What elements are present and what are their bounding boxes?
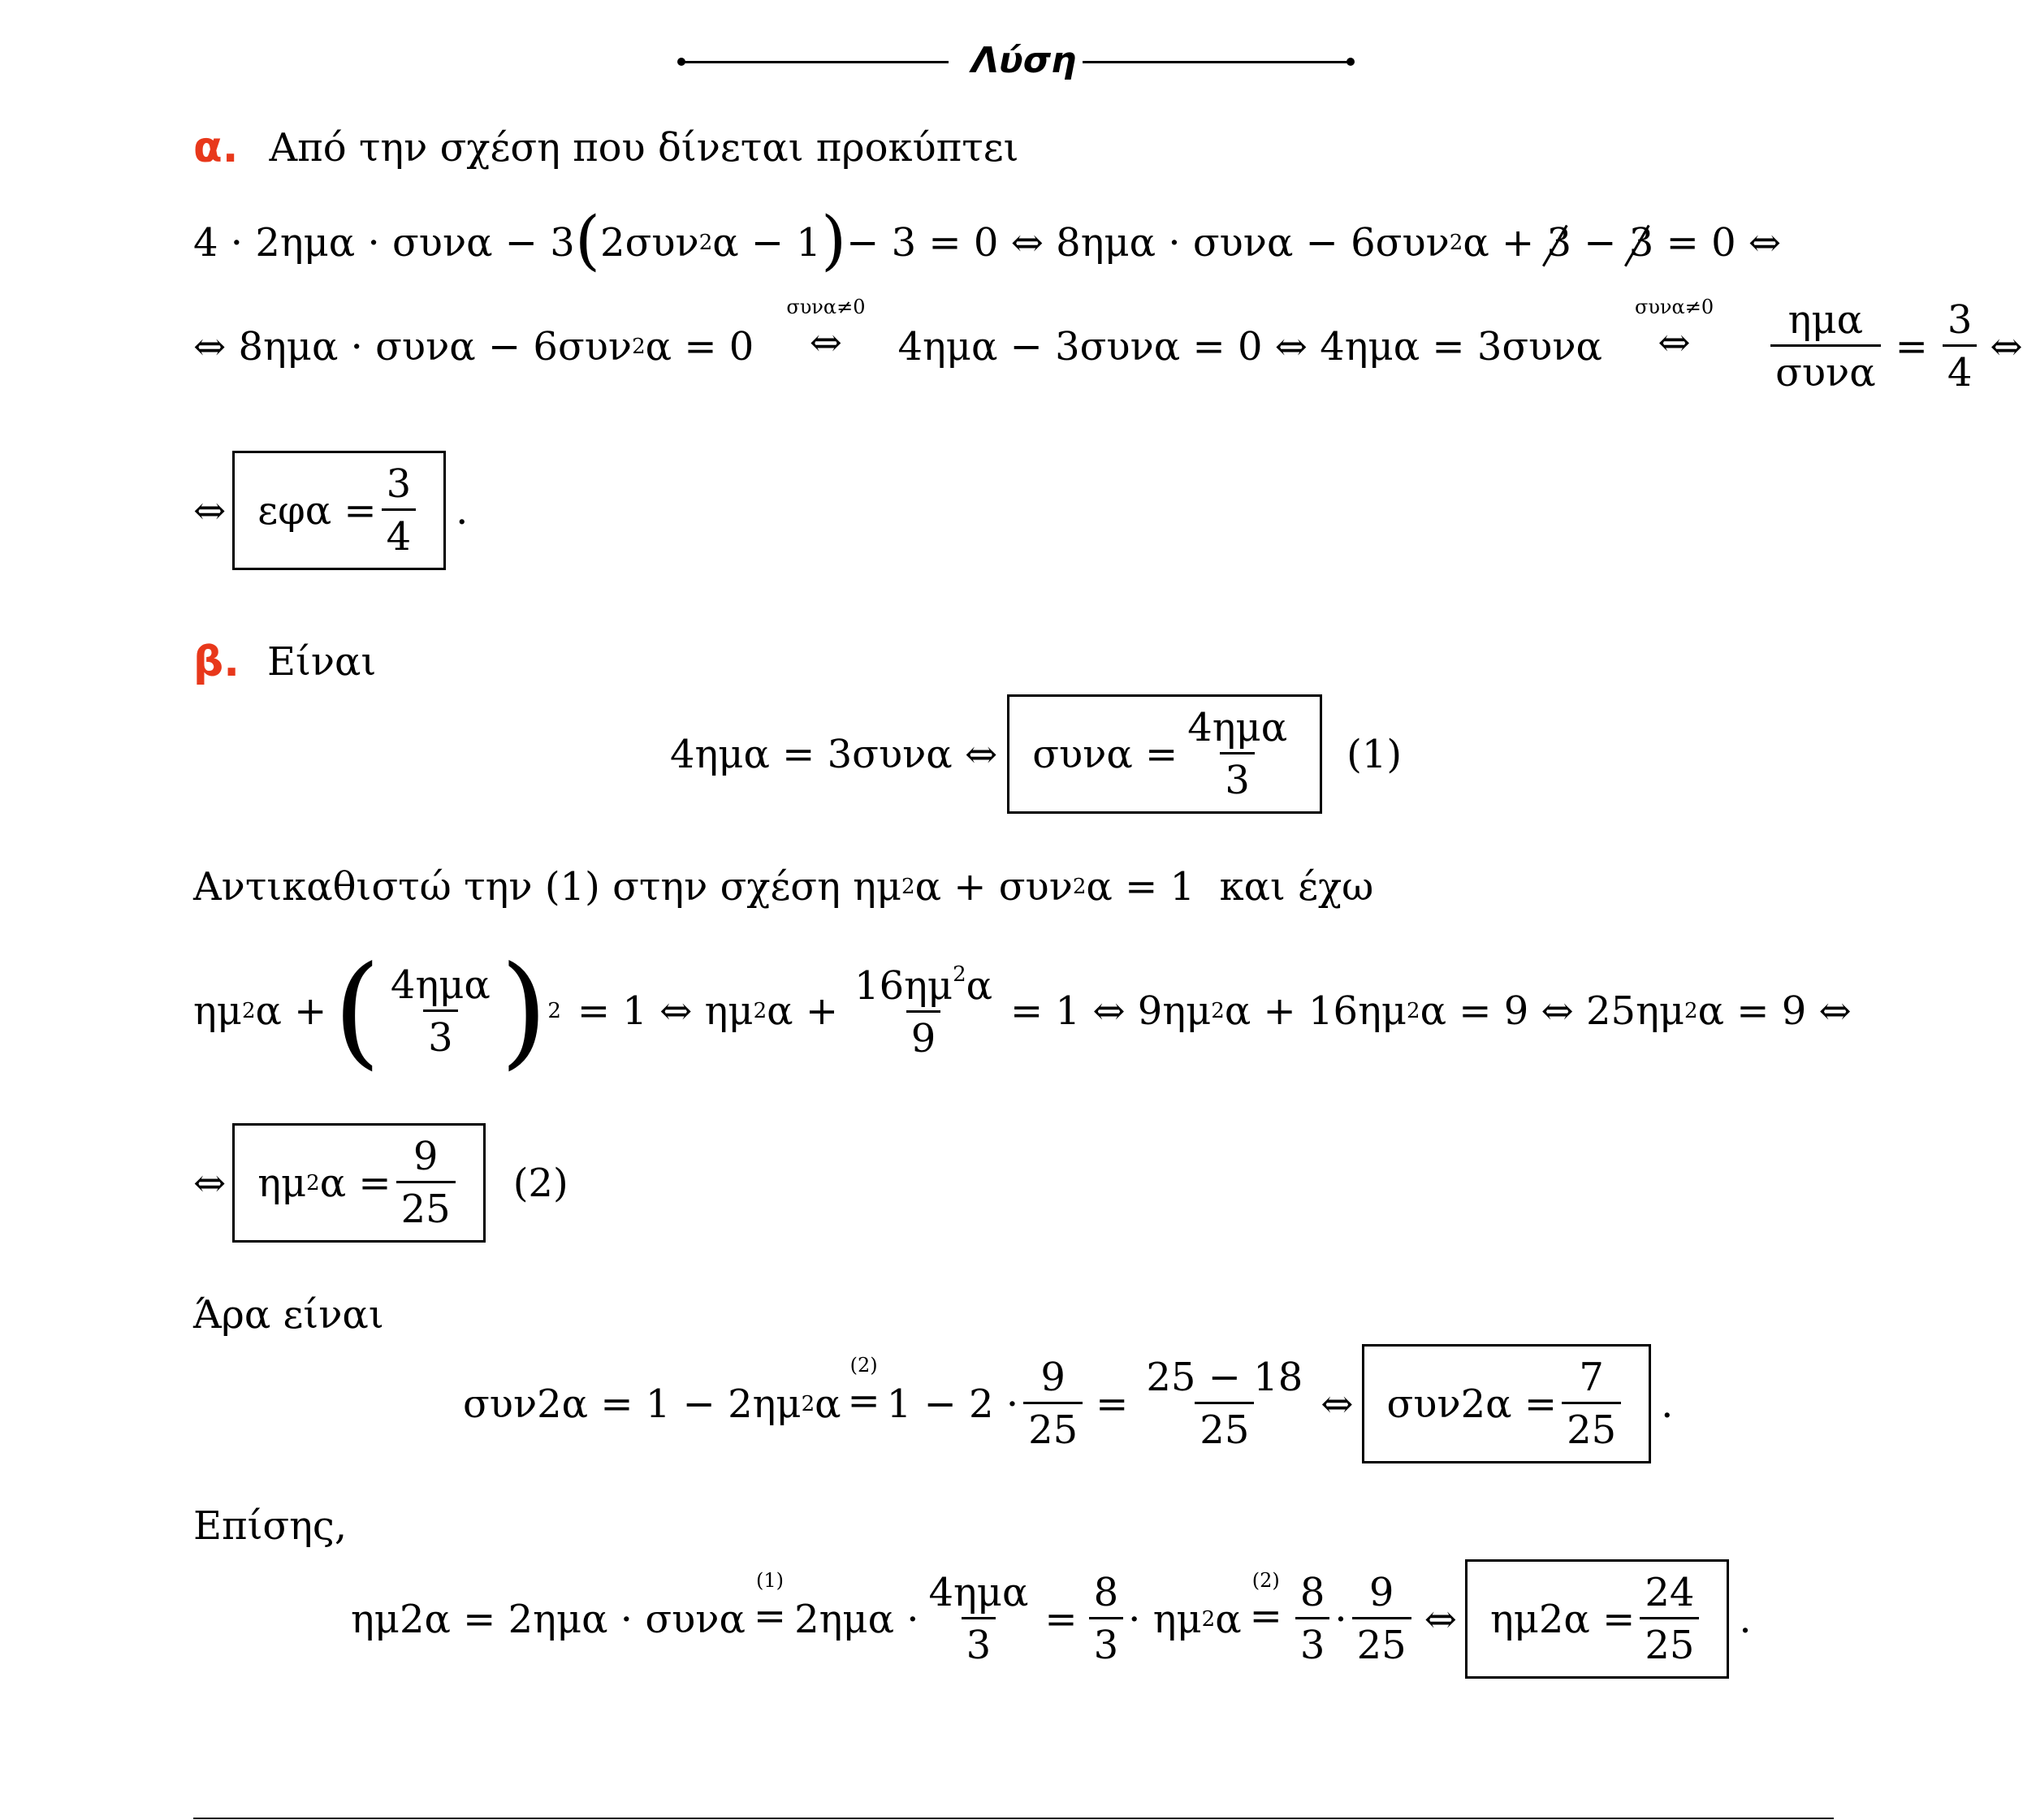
result-box — [1362, 1344, 1652, 1463]
expr: α + — [767, 988, 839, 1034]
part-b-subst — [193, 864, 1374, 910]
exponent: 2 — [306, 1170, 320, 1195]
fraction — [924, 1570, 1034, 1668]
expr: α = 9 ⇔ — [1697, 988, 1852, 1034]
fraction-denominator: 25 — [1352, 1617, 1411, 1665]
exponent: 2 — [1684, 999, 1698, 1023]
fraction-numerator: 9 — [413, 1134, 439, 1179]
equals: = — [1895, 323, 1928, 370]
reference-note: (2) — [849, 1353, 878, 1377]
fraction-numerator: 3 — [1947, 297, 1973, 343]
fraction — [1562, 1355, 1621, 1453]
exponent: 2 — [698, 231, 713, 255]
bottom-divider — [193, 1818, 1834, 1819]
fraction — [1141, 1355, 1308, 1453]
iff-symbol: ⇔ — [193, 1160, 227, 1206]
paren-close: ) — [820, 202, 847, 278]
episis-text: Επίσης, — [193, 1503, 348, 1549]
fraction — [1770, 297, 1881, 396]
expr: ημ — [257, 1160, 307, 1206]
multiply-dot: · — [1334, 1596, 1347, 1642]
condition-note: συνα≠0 — [786, 295, 866, 318]
exponent: 2 — [753, 999, 767, 1023]
exponent: 2 — [547, 999, 561, 1023]
reference-note: (1) — [755, 1568, 784, 1592]
fraction-numerator — [849, 964, 997, 1010]
fraction-denominator: 25 — [1640, 1617, 1699, 1665]
part-b-label: β. — [193, 638, 240, 686]
part-a-line2 — [193, 295, 2023, 396]
expr: = 1 ⇔ 9ημ — [1010, 988, 1212, 1034]
header-rule-left — [681, 61, 949, 63]
fraction-denominator: 9 — [906, 1010, 941, 1058]
part-a-label: α. — [193, 123, 239, 172]
exponent: 2 — [1211, 999, 1225, 1023]
header-dot-right-icon — [1347, 58, 1355, 66]
fraction — [1640, 1570, 1699, 1668]
part-a-result — [193, 451, 468, 570]
part-b-eq5 — [351, 1559, 1752, 1679]
exponent: 2 — [1201, 1606, 1216, 1632]
period: . — [1739, 1596, 1752, 1642]
paren-open: ( — [574, 202, 601, 278]
iff-symbol: ⇔ — [1990, 323, 2023, 370]
fraction-denominator: 3 — [1295, 1617, 1330, 1665]
fraction — [396, 1134, 456, 1232]
equals: = — [753, 1593, 787, 1639]
paren-close: ) — [499, 940, 548, 1082]
exponent: 2 — [241, 999, 256, 1023]
exponent: 2 — [1407, 999, 1420, 1023]
expr: α — [1215, 1596, 1242, 1642]
expr: = 1 ⇔ ημ — [577, 988, 754, 1034]
exponent: 2 — [953, 962, 966, 987]
paren-open: ( — [333, 940, 381, 1082]
ara-text: Άρα είναι — [193, 1292, 384, 1338]
iff-symbol: ⇔ — [809, 319, 843, 365]
fraction-denominator: 25 — [396, 1181, 456, 1229]
expr: ημ — [193, 988, 242, 1034]
cancelled-term: 3 — [1546, 220, 1572, 266]
exponent: 2 — [1072, 875, 1087, 899]
iff-symbol: ⇔ — [1424, 1596, 1457, 1642]
result-box — [232, 451, 446, 570]
part-b-heading — [193, 638, 376, 686]
fraction-numerator: 4ημα — [390, 962, 491, 1008]
fraction — [382, 461, 417, 560]
equals: = — [1096, 1381, 1129, 1427]
expr: − 3 = 0 ⇔ 8ημα · συνα − 6συν — [846, 220, 1450, 266]
exponent: 2 — [901, 875, 915, 899]
expr: α − 1 — [712, 220, 821, 266]
solution-header — [681, 37, 1355, 85]
equals: = — [847, 1377, 880, 1424]
expr: 2ημα · — [794, 1596, 919, 1642]
expr: α = 0 — [645, 323, 754, 370]
fraction-numerator: 8 — [1299, 1570, 1325, 1615]
part-b-eq4 — [463, 1344, 1673, 1463]
part-b-eq2 — [193, 940, 1852, 1082]
fraction — [849, 962, 997, 1061]
equals: = — [1044, 1596, 1078, 1642]
fraction-numerator: 25 − 18 — [1146, 1355, 1303, 1400]
conditional-iff — [786, 295, 866, 365]
fraction-numerator: ημα — [1787, 297, 1864, 343]
expr: 2συν — [600, 220, 699, 266]
fraction-numerator: 8 — [1093, 1570, 1119, 1615]
conditional-equals — [753, 1568, 787, 1639]
fraction-denominator: 25 — [1195, 1402, 1254, 1450]
reference-note: (2) — [1251, 1568, 1280, 1592]
period: . — [1661, 1381, 1674, 1427]
fraction-numerator: 3 — [386, 461, 412, 507]
result-box — [1007, 694, 1322, 814]
text: Αντικαθιστώ την (1) στην σχέση ημ — [193, 864, 902, 910]
fraction-denominator: 25 — [1023, 1402, 1083, 1450]
expr: α + — [255, 988, 327, 1034]
header-title: Λύση — [971, 40, 1077, 81]
expr: α — [815, 1381, 841, 1427]
part-b-eq3 — [193, 1123, 568, 1243]
fraction-numerator: 4ημα — [1187, 705, 1288, 750]
exponent: 2 — [632, 334, 646, 359]
iff-symbol: ⇔ — [193, 487, 227, 534]
expr: ημ2α = — [1489, 1596, 1636, 1642]
equation-tag: (2) — [512, 1160, 568, 1206]
result-box — [232, 1123, 485, 1243]
iff-symbol: ⇔ — [1658, 319, 1691, 365]
expr: α + — [1463, 220, 1547, 266]
part-a-line1 — [193, 202, 1782, 278]
fraction-numerator: 9 — [1040, 1355, 1066, 1400]
expr: 16ημ — [854, 963, 953, 1009]
period: . — [456, 487, 469, 534]
equation-tag: (1) — [1347, 731, 1403, 777]
fraction-denominator: 3 — [1089, 1617, 1124, 1665]
fraction-denominator: συνα — [1770, 344, 1881, 392]
text: α = 1 και έχω — [1086, 864, 1374, 910]
fraction-denominator: 3 — [423, 1009, 458, 1057]
fraction-denominator: 4 — [382, 508, 417, 556]
fraction-denominator: 25 — [1562, 1402, 1621, 1450]
fraction — [1943, 297, 1978, 396]
expr: εφα = — [257, 487, 377, 534]
expr: 1 − 2 · — [886, 1381, 1019, 1427]
result-box — [1465, 1559, 1729, 1679]
exponent: 2 — [801, 1391, 815, 1416]
fraction — [386, 962, 495, 1061]
fraction-numerator: 4ημα — [928, 1570, 1029, 1615]
text: α + συν — [914, 864, 1073, 910]
expr: = 0 ⇔ — [1653, 220, 1782, 266]
expr: 4 · 2ημα · συνα − 3 — [193, 220, 575, 266]
expr: α — [966, 963, 993, 1009]
expr: ημ2α = 2ημα · συνα — [351, 1596, 746, 1642]
expr: 4ημα − 3συνα = 0 ⇔ 4ημα = 3συνα — [897, 323, 1602, 370]
iff-symbol: ⇔ — [1321, 1381, 1354, 1427]
expr: α + 16ημ — [1224, 988, 1407, 1034]
fraction-numerator: 7 — [1579, 1355, 1604, 1400]
fraction — [1023, 1355, 1083, 1453]
expr: ⇔ 8ημα · συνα − 6συν — [193, 323, 633, 370]
condition-note: συνα≠0 — [1634, 295, 1714, 318]
expr: α = — [319, 1160, 391, 1206]
part-a-intro: Από την σχέση που δίνεται προκύπτει — [269, 125, 1019, 171]
expr: − — [1571, 220, 1629, 266]
fraction — [1352, 1570, 1411, 1668]
conditional-equals — [847, 1353, 880, 1424]
fraction — [1182, 705, 1292, 803]
expr: · ημ — [1128, 1596, 1202, 1642]
part-b-intro: Είναι — [266, 639, 377, 685]
fraction-denominator: 3 — [1220, 752, 1255, 800]
fraction-denominator: 3 — [962, 1617, 996, 1665]
fraction-numerator: 24 — [1645, 1570, 1695, 1615]
fraction-numerator: 9 — [1368, 1570, 1394, 1615]
fraction-denominator: 4 — [1943, 344, 1978, 392]
equals: = — [1249, 1593, 1282, 1639]
fraction — [1295, 1570, 1330, 1668]
exponent: 2 — [1449, 231, 1463, 255]
conditional-iff — [1634, 295, 1714, 365]
expr: συν2α = — [1386, 1381, 1558, 1427]
cancelled-term: 3 — [1628, 220, 1654, 266]
expr: α = 9 ⇔ 25ημ — [1420, 988, 1685, 1034]
fraction — [1089, 1570, 1124, 1668]
expr: συν2α = 1 − 2ημ — [463, 1381, 802, 1427]
part-a-heading — [193, 123, 1018, 172]
conditional-equals — [1249, 1568, 1282, 1639]
part-b-eq1 — [670, 694, 1402, 814]
expr: συνα = — [1032, 731, 1178, 777]
header-dot-left-icon — [677, 58, 685, 66]
header-rule-right — [1083, 61, 1351, 63]
expr: 4ημα = 3συνα ⇔ — [670, 731, 998, 777]
